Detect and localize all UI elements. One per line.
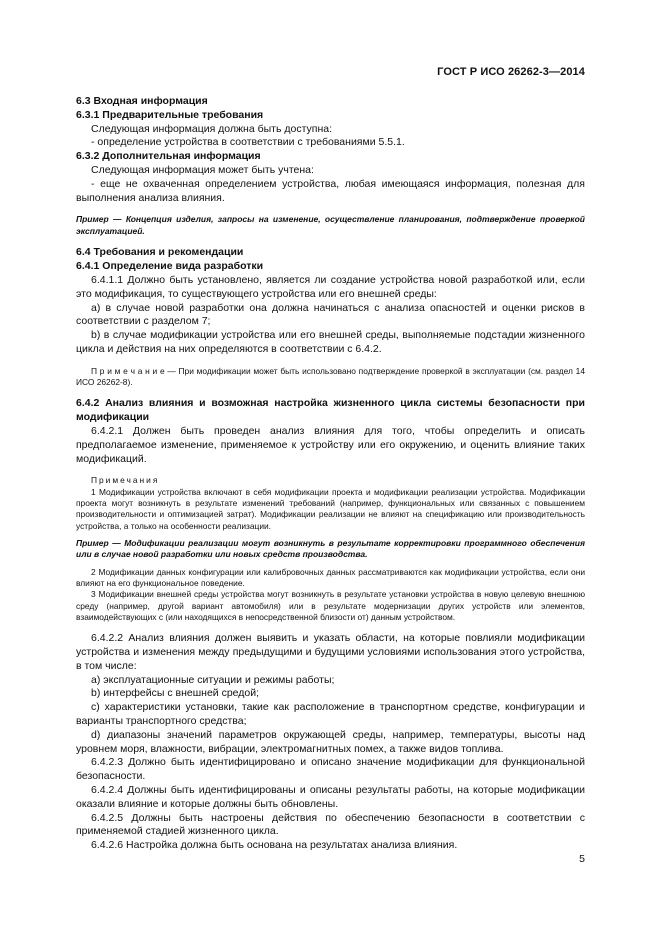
paragraph: b) интерфейсы с внешней средой; — [91, 687, 260, 700]
note-text: 3 Модификации внешней среды устройства могут возникнуть в результате установки устройства в новую целевую внешнюю среду (например, другой вариант автомобиля) или в результате модернизации других устройств или элементов, взаимодействующих с (или находящихся в непосредственной близости от) данным устройством. — [76, 589, 585, 622]
standard-header: ГОСТ Р ИСО 26262-3—2014 — [437, 66, 585, 78]
paragraph: - еще не охваченная определением устройства, любая имеющаяся информация, полезная для выполнения анализа влияния. — [76, 177, 585, 204]
paragraph: 6.4.2.2 Анализ влияния должен выявить и указать области, на которые повлияли модификации устройства и изменения между предыдущими и будущими условиями использования этого устройства, в том числе: — [76, 632, 585, 672]
paragraph: 6.4.2.6 Настройка должна быть основана на результатах анализа влияния. — [91, 839, 458, 852]
paragraph: 6.4.2.3 Должно быть идентифицировано и описано значение модификации для функциональной безопасности. — [76, 756, 585, 783]
example-text: Пример — Модификации реализации могут возникнуть в результате корректировки программного обеспечения или в случае новой разработки или новых средств производства. — [76, 537, 585, 560]
section-heading: 6.3 Входная информация — [76, 95, 208, 107]
page-number: 5 — [579, 853, 585, 865]
paragraph: а) эксплуатационные ситуации и режимы работы; — [91, 673, 335, 686]
paragraph: b) в случае модификации устройства или его внешней среды, выполняемые подстадии жизненного цикла и действия на них определяются в соответствии с 6.4.2. — [76, 329, 585, 355]
paragraph: c) характеристики установки, такие как расположение в транспортном средстве, конфигурации и варианты транспортного средства; — [76, 701, 585, 728]
document-body — [76, 95, 585, 853]
note-text: П р и м е ч а н и е — При модификации может быть использовано подтверждение проверкой в эксплуатации (см. раздел 14 ИСО 26262-8). — [76, 365, 585, 388]
paragraph: Следующая информация должна быть доступна: — [91, 122, 333, 135]
note-text: 1 Модификации устройства включают в себя модификации проекта и модификации реализации устройства. Модификации проекта могут возникнуть в результате изменений требований (например, функциональных или связанных с повышением производительности и оптимизацией затрат). Модификации реализации не влияют на спецификацию или производительность устройства, а только на особенности реализации. — [76, 486, 585, 531]
paragraph: 6.4.2.5 Должны быть настроены действия по обеспечению безопасности в соответствии с применяемой стадией жизненного цикла. — [76, 811, 585, 838]
section-heading: 6.4 Требования и рекомендации — [76, 246, 244, 259]
paragraph: - определение устройства в соответствии с требованиями 5.5.1. — [91, 136, 405, 149]
paragraph: 6.4.1.1 Должно быть установлено, является ли создание устройства новой разработкой или, если это модификация, то существующего устройства или его внешней среды: — [76, 273, 585, 300]
section-heading: 6.4.2 Анализ влияния и возможная настройка жизненного цикла системы безопасности при модификации — [76, 397, 585, 424]
note-text: Примечания — [91, 475, 160, 486]
paragraph: 6.4.2.1 Должен быть проведен анализ влияния для того, чтобы определить и описать предполагаемое изменение, применяемое к устройству или его окружению, и оценить влияние таких модификаций. — [76, 424, 585, 465]
paragraph: а) в случае новой разработки она должна начинаться с анализа опасностей и оценки рисков в соответствии с разделом 7; — [76, 301, 585, 328]
paragraph: 6.4.2.4 Должны быть идентифицированы и описаны результаты работы, на которые модификации оказали влияние и которые должны быть обновлены. — [76, 784, 585, 810]
section-heading: 6.3.2 Дополнительная информация — [76, 150, 261, 163]
section-heading: 6.3.1 Предварительные требования — [76, 108, 264, 121]
section-heading: 6.4.1 Определение вида разработки — [76, 260, 264, 273]
note-text: 2 Модификации данных конфигурации или калибровочных данных рассматриваются как модификации устройства, если они влияют на его функциональное поведение. — [76, 566, 585, 589]
example-text: Пример — Концепция изделия, запросы на изменение, осуществление планирования, подтверждение проверкой эксплуатацией. — [76, 214, 585, 236]
paragraph: d) диапазоны значений параметров окружающей среды, например, температуры, высоты над уровнем моря, влажности, вибрации, электромагнитных помех, а также видов топлива. — [76, 728, 585, 755]
paragraph: Следующая информация может быть учтена: — [91, 163, 314, 176]
